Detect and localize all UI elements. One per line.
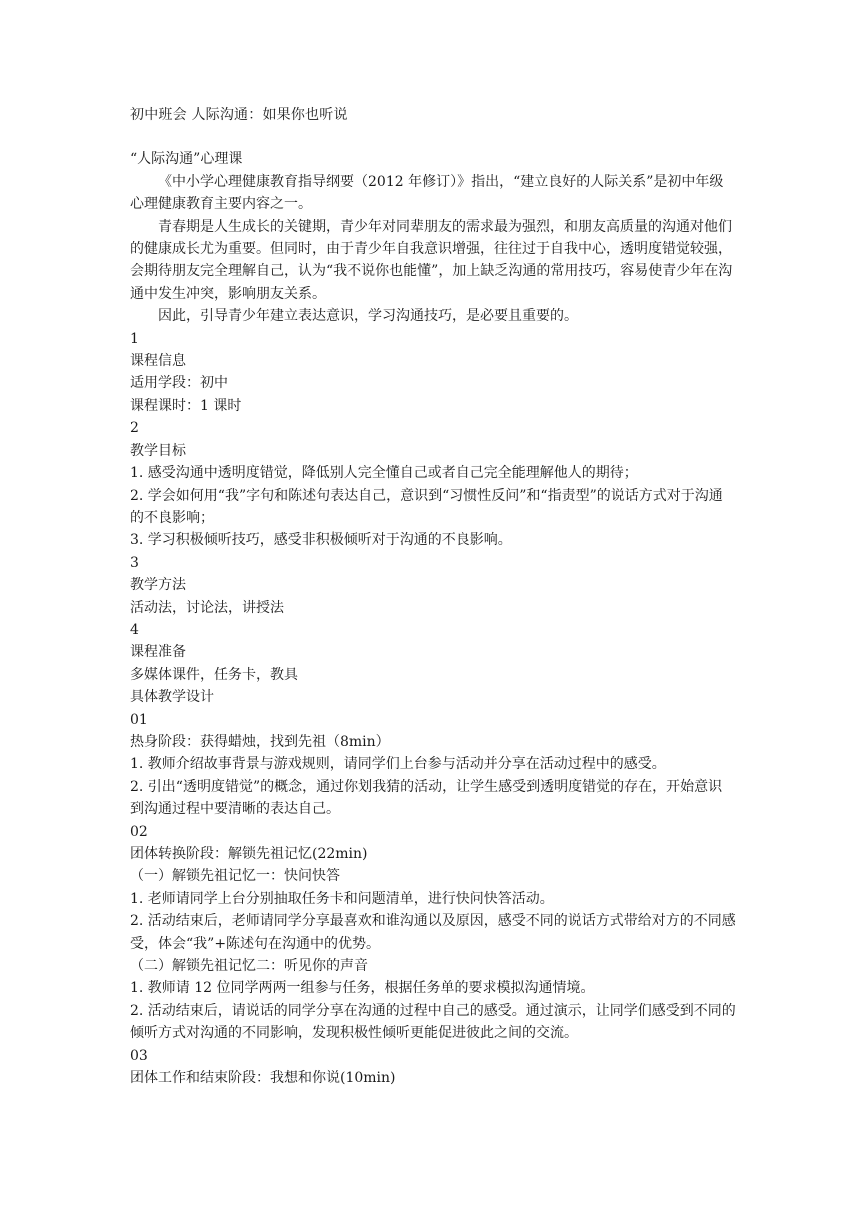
step-heading: 团体工作和结束阶段：我想和你说(10min) xyxy=(130,1070,396,1087)
section-number: 3 xyxy=(130,554,139,571)
section-line: 活动法，讨论法，讲授法 xyxy=(130,599,284,616)
goal-item: 3. 学习积极倾听技巧，感受非积极倾听对于沟通的不良影响。 xyxy=(130,532,512,549)
step-item: 1. 教师介绍故事背景与游戏规则，请同学们上台参与活动并分享在活动过程中的感受。 xyxy=(130,756,666,773)
section-heading: 课程准备 xyxy=(130,644,186,661)
intro-paragraph: 青春期是人生成长的关键期，青少年对同辈朋友的需求最为强烈，和朋友高质量的沟通对他们的健康成长尤为重要。但同时，由于青少年自我意识增强，往往过于自我中心，透明度错觉较强，会期待朋友完全理解自己，认为“我不说你也能懂”，加上缺乏沟通的常用技巧，容易使青少年在沟通中发生冲突，影响朋友关系。 xyxy=(130,218,733,302)
step-number: 03 xyxy=(130,1047,148,1064)
step-item: 1. 教师请 12 位同学两两一组参与任务，根据任务单的要求模拟沟通情境。 xyxy=(130,980,595,997)
goal-item: 2. 学会如何用“我”字句和陈述句表达自己，意识到“习惯性反问”和“指责型”的说话方式对于沟通的不良影响； xyxy=(130,487,723,526)
step-heading: 热身阶段：获得蜡烛，找到先祖（8min） xyxy=(130,733,390,750)
section-heading: 教学方法 xyxy=(130,577,186,594)
step-item: 1. 老师请同学上台分别抽取任务卡和问题清单，进行快问快答活动。 xyxy=(130,890,554,907)
blank-line xyxy=(130,126,736,148)
step-item: 2. 引出“透明度错觉”的概念，通过你划我猜的活动，让学生感受到透明度错觉的存在，开始意识到沟通过程中要清晰的表达自己。 xyxy=(130,778,723,818)
document-body xyxy=(130,104,736,1089)
section-heading: 教学目标 xyxy=(130,442,186,459)
step-item: 2. 活动结束后，请说话的同学分享在沟通的过程中自己的感受。通过演示，让同学们感受到不同的倾听方式对沟通的不同影响，发现积极性倾听更能促进彼此之间的交流。 xyxy=(130,1002,736,1042)
step-number: 02 xyxy=(130,823,148,840)
design-heading: 具体教学设计 xyxy=(130,689,214,706)
sub-heading: （二）解锁先祖记忆二：听见你的声音 xyxy=(130,958,368,975)
document-title: 初中班会 人际沟通：如果你也听说 xyxy=(130,107,348,123)
section-number: 2 xyxy=(130,420,139,437)
step-number: 01 xyxy=(130,711,148,728)
intro-paragraph: 《中小学心理健康教育指导纲要（2012 年修订）》指出，“建立良好的人际关系”是初中年级心理健康教育主要内容之一。 xyxy=(130,173,724,213)
document-subtitle: “人际沟通”心理课 xyxy=(130,151,243,168)
section-line: 适用学段：初中 xyxy=(130,375,228,392)
step-item: 2. 活动结束后，老师请同学分享最喜欢和谁沟通以及原因，感受不同的说话方式带给对方的不同感受，体会“我”+陈述句在沟通中的优势。 xyxy=(130,913,736,952)
section-line: 课程课时：1 课时 xyxy=(130,397,242,414)
intro-paragraph: 因此，引导青少年建立表达意识，学习沟通技巧，是必要且重要的。 xyxy=(158,308,578,325)
sub-heading: （一）解锁先祖记忆一：快问快答 xyxy=(130,868,340,885)
section-number: 4 xyxy=(130,621,139,638)
goal-item: 1. 感受沟通中透明度错觉，降低别人完全懂自己或者自己完全能理解他人的期待； xyxy=(130,465,638,482)
section-line: 多媒体课件，任务卡，教具 xyxy=(130,666,298,683)
section-heading: 课程信息 xyxy=(130,353,186,370)
section-number: 1 xyxy=(130,330,139,347)
step-heading: 团体转换阶段：解锁先祖记忆(22min) xyxy=(130,846,368,862)
